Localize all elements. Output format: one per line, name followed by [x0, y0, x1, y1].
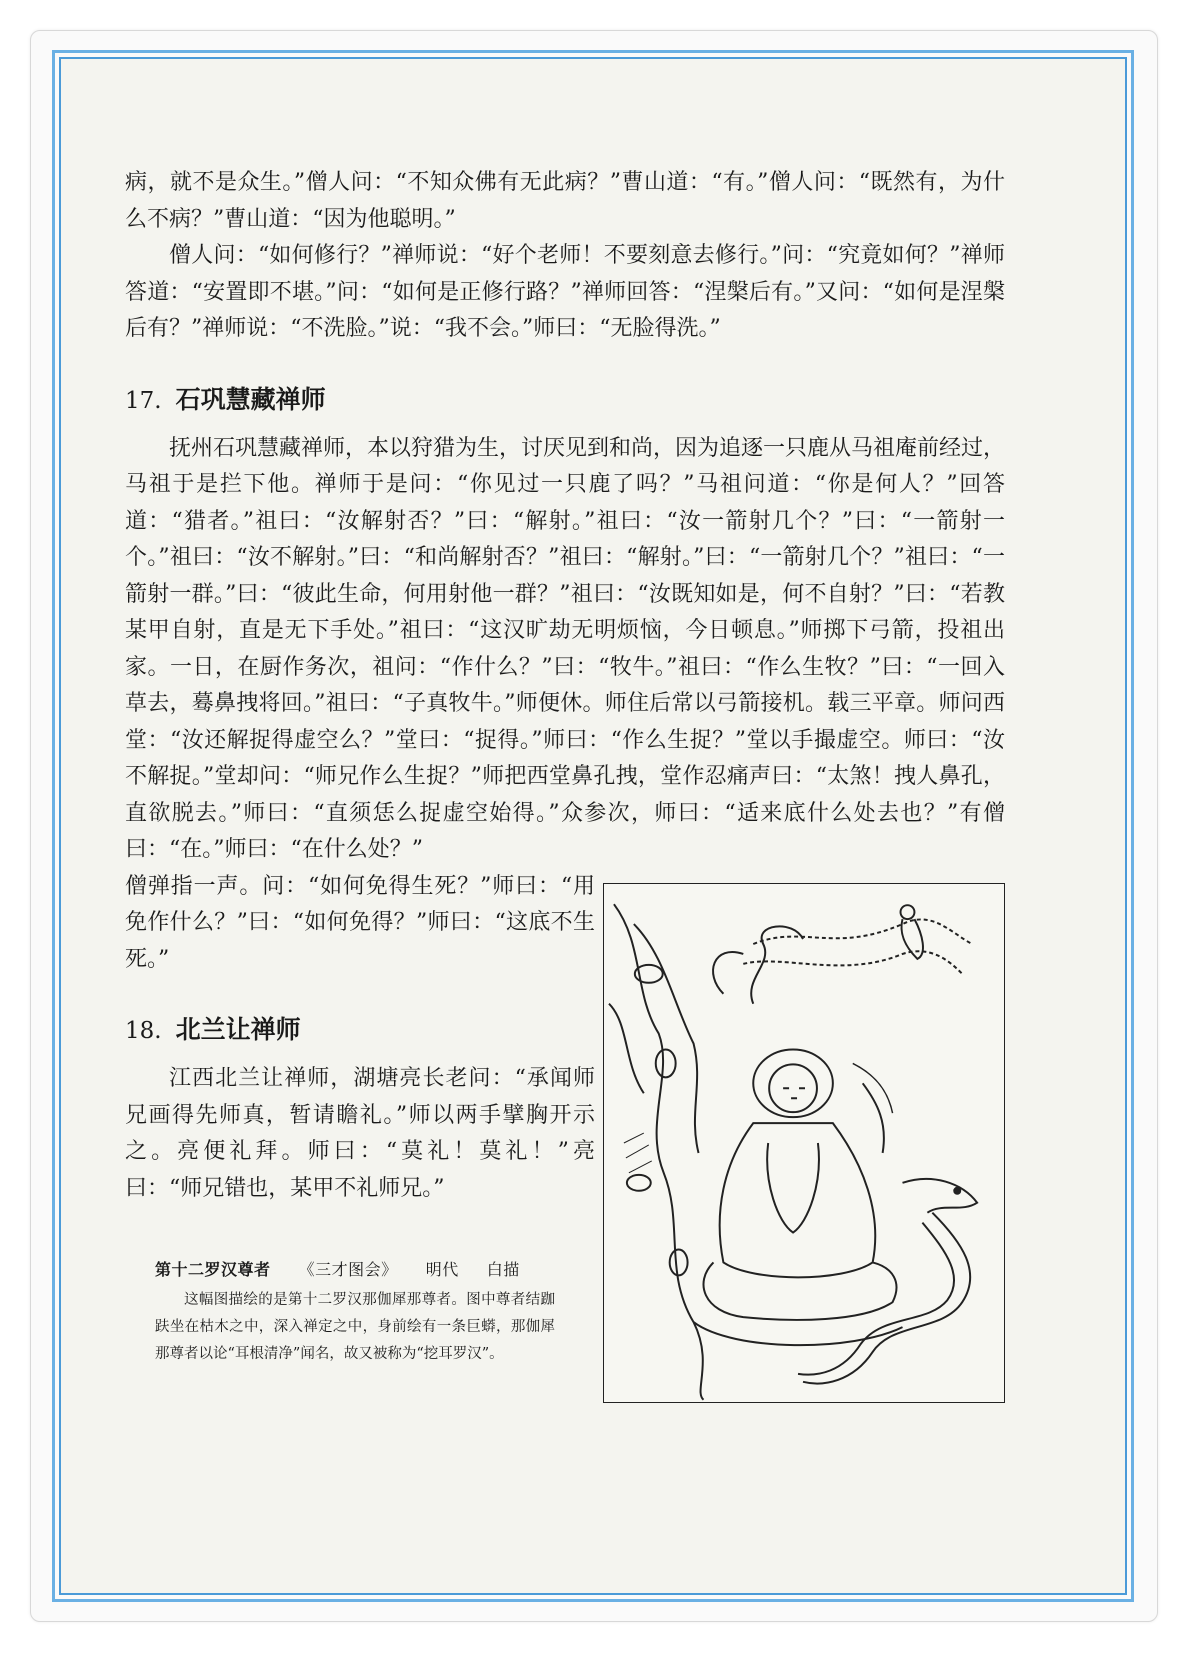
book-page	[125, 165, 1005, 1368]
section-18-heading	[125, 1012, 595, 1049]
left-column	[125, 869, 595, 1369]
lower-section	[125, 869, 1005, 1369]
caption-title: 第十二罗汉尊者	[155, 1260, 271, 1279]
paragraph: 僧人问：“如何修行？”禅师说：“好个老师！不要刻意去修行。”问：“究竟如何？”禅师答道：“安置即不堪。”问：“如何是正修行路？”禅师回答：“涅槃后有。”又问：“如何是涅槃后有？”禅师说：“不洗脸。”说：“我不会。”师曰：“无脸得洗。”	[125, 243, 1005, 341]
figure-caption-body: 这幅图描绘的是第十二罗汉那伽犀那尊者。图中尊者结跏趺坐在枯木之中，深入禅定之中，身前绘有一条巨蟒，那伽犀那尊者以论“耳根清净”闻名，故又被称为“挖耳罗汉”。	[155, 1292, 555, 1362]
caption-medium: 白描	[486, 1260, 520, 1279]
section-17-heading	[125, 382, 1005, 419]
section-title: 北兰让禅师	[175, 1015, 301, 1044]
section-number: 18.	[125, 1018, 162, 1044]
section-title: 石巩慧藏禅师	[175, 384, 326, 414]
section-17-body-tail: 僧弹指一声。问：“如何免得生死？”师曰：“用免作什么？”曰：“如何免得？”师曰：“这底不生死。”	[125, 873, 595, 972]
caption-source: 《三才图会》	[298, 1260, 398, 1279]
caption-dynasty: 明代	[425, 1260, 459, 1279]
section-18-body: 江西北兰让禅师，湖塘亮长老问：“承闻师兄画得先师真，暂请瞻礼。”师以两手擘胸开示之。亮便礼拜。师曰：“莫礼！莫礼！”亮曰：“师兄错也，某甲不礼师兄。”	[125, 1066, 595, 1201]
section-17-body: 抚州石巩慧藏禅师，本以狩猎为生，讨厌见到和尚，因为追逐一只鹿从马祖庵前经过，马祖于是拦下他。禅师于是问：“你见过一只鹿了吗？”马祖问道：“你是何人？”回答道：“猎者。”祖曰：“汝解射否？”曰：“解射。”祖曰：“汝一箭射几个？”曰：“一箭射一个。”祖曰：“汝不解射。”曰：“和尚解射否？”祖曰：“解射。”曰：“一箭射几个？”祖曰：“一箭射一群。”曰：“彼此生命，何用射他一群？”祖曰：“汝既知如是，何不自射？”曰：“若教某甲自射，直是无下手处。”祖曰：“这汉旷劫无明烦恼，今日顿息。”师掷下弓箭，投祖出家。一日，在厨作务次，祖问：“作什么？”曰：“牧牛。”祖曰：“作么生牧？”曰：“一回入草去，蓦鼻拽将回。”祖曰：“子真牧牛。”师便休。师住后常以弓箭接机。载三平章。师问西堂：“汝还解捉得虚空么？”堂曰：“捉得。”师曰：“作么生捉？”堂以手撮虚空。师曰：“汝不解捉。”堂却问：“师兄作么生捉？”师把西堂鼻孔拽，堂作忍痛声曰：“太煞！拽人鼻孔，直欲脱去。”师曰：“直须恁么捉虚空始得。”众参次，师曰：“适来底什么处去也？”有僧曰：“在。”师曰：“在什么处？”	[125, 435, 1006, 862]
paragraph: 病，就不是众生。”僧人问：“不知众佛有无此病？”曹山道：“有。”僧人问：“既然有，为什么不病？”曹山道：“因为他聪明。”	[125, 170, 1005, 232]
section-number: 17.	[125, 387, 162, 414]
figure-caption-title	[125, 1257, 595, 1283]
arhat-line-drawing-icon	[604, 884, 1004, 1402]
arhat-illustration	[603, 883, 1005, 1403]
